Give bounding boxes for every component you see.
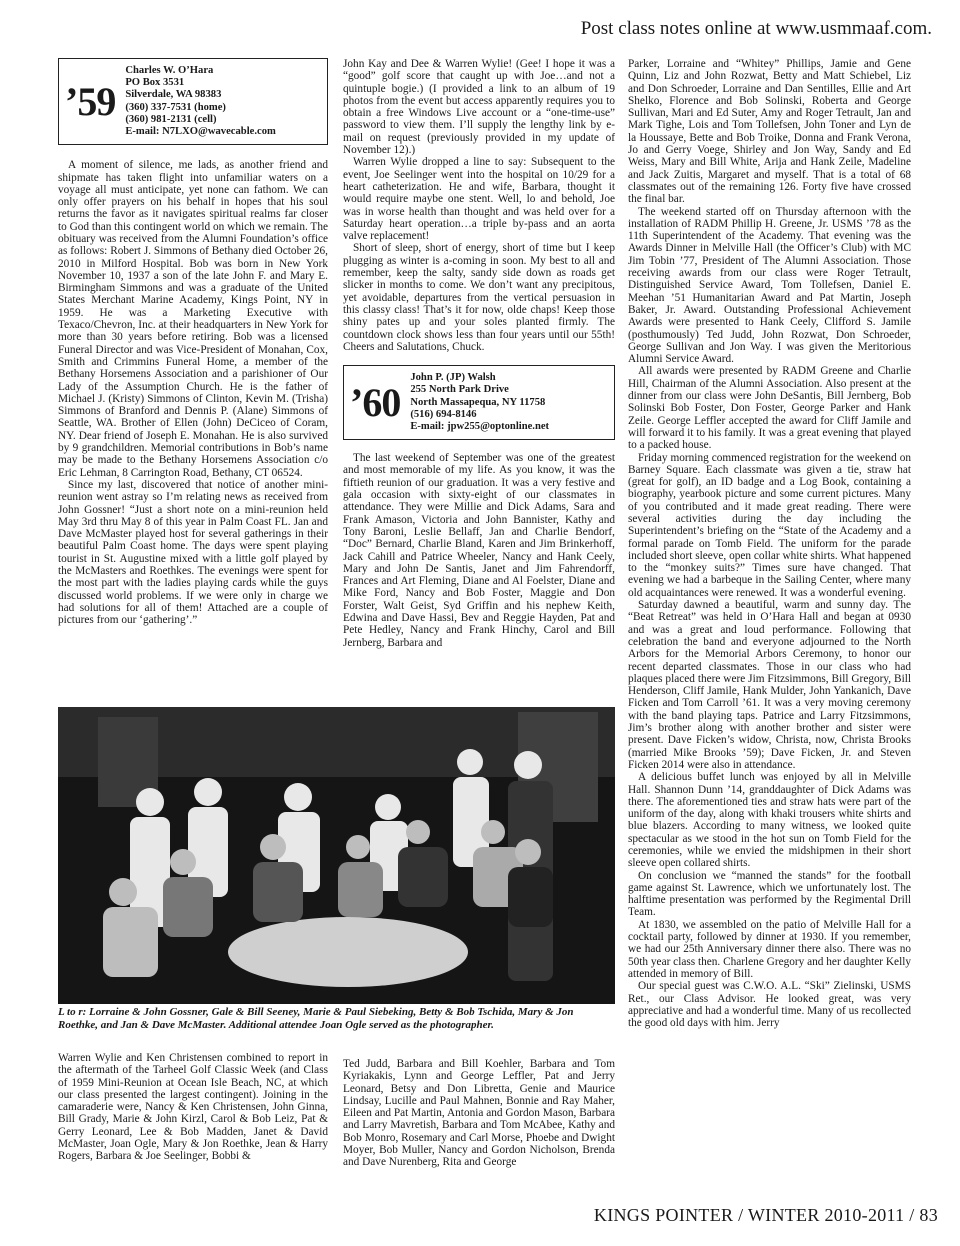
group-photo-image <box>58 707 615 1004</box>
paragraph: Warren Wylie dropped a line to say: Subsequent to the event, Joe Seelinger went into the hospital on 10/29 for a heart catheterization. He and wife, Barbara, thought it would require maybe one stent. Well, lo and behold, Joe was in worse health than thought and was held over for a Saturday heart operation…a triple by-pass and an aorta valve replacement! <box>343 156 615 243</box>
paragraph: On conclusion we “manned the stands” for the football game against St. Lawrence, which we unfortunately lost. The halftime presentation was performed by the Regimental Drill Team. <box>628 869 911 919</box>
class-secretary-address <box>125 65 276 138</box>
paragraph: Since my last, discovered that notice of another mini-reunion went astray so I’m relating news as received from John Gossner! “Just a short note on a mini-reunion held May 3rd thru May 8 of this year in Palm Coast FL. Jan and Dave McMaster played host for several gatherings in their beautiful Palm Coast home. The days were spent playing tourist in St. Augustine mixed with a little golf played by the McMasters and Roethkes. The evenings were spent for the most part with the ladies playing cards while the guys discussed world problems. If we were only in charge we had solutions for all of them! Attached are a couple of pictures from our ‘gathering’.” <box>58 478 328 627</box>
column-1 <box>58 58 328 627</box>
paragraph: The last weekend of September was one of the greatest and most memorable of my life. As you know, it was the fiftieth reunion of our graduation. It was a very festive and gala occasion with sixty-eight of our classmates in attendance. They were Millie and Dick Adams, Sara and Frank Amason, Victoria and John Bannister, Kathy and Tony Baroni, Leslie Bellaff, Jan and Charlie Bendorf, “Doc” Bernard, Charlie Bland, Karen and Jim Brinkerhoff, Jack Cahill and Patrice Wheeler, Nancy and Hank Ceely, Mary and John De Santis, Janet and Jim Fahrendorff, Frances and Art Fleming, Diane and Al Foelster, Diane and Mike Ford, Nancy and Bob Foster, Maggie and Don Forster, Walt Geist, Syd Griffin and his nephew Keith, Edwina and Dave Hassi, Bev and Reggie Hayden, Pat and Pete Hedley, Nancy and Frank Hinchy, Carol and Bill Jernberg, Barbara and <box>343 452 615 649</box>
class-60-box <box>343 365 615 440</box>
reunion-photo <box>58 707 615 1004</box>
header-url-note: Post class notes online at www.usmmaaf.com. <box>580 18 932 39</box>
paragraph: The weekend started off on Thursday afternoon with the installation of RADM Phillip H. Greene, Jr. USMS ’78 as the 11th Superintendent of the Academy. That evening was the Awards Dinner in Melville Hall (the Officer’s Club) with MC Jim Tobin ’77, President of The Alumni Association. Those receiving awards from our class were Roger Tetrault, Distinguished Service Award, Tom Tollefsen, Daniel E. Meehan ’51 Humanitarian Award and Pat Martin, Joseph Baker, Jr. Award. Outstanding Professional Achievement Awards were presented to Hank Ceely, Clifford S. Jamile (posthumously) Ted Judd, John Rozwat, Don Schroeder, George Sullivan and Jon Way. I was given the Meritorious Alumni Service Award. <box>628 205 911 366</box>
class-59-box <box>58 58 328 145</box>
address-line: 255 North Park Drive <box>410 384 509 396</box>
bottom-left-text <box>58 1052 328 1163</box>
secretary-name: John P. (JP) Walsh <box>410 372 496 384</box>
email: E-mail: N7LXO@wavecable.com <box>125 126 276 138</box>
paragraph: All awards were presented by RADM Greene and Charlie Hill, Chairman of the Alumni Association. Also present at the dinner from our class were John DeSantis, Bill Jernberg, Bob Solinski Bob Foster, Don Foster, George Parker and Hank Zeile. George Leffler accepted the award for Cliff Jamile and will forward it to his family. It was a great evening that played to a packed house. <box>628 365 911 452</box>
phone: (516) 694-8146 <box>410 408 477 420</box>
address-line: PO Box 3531 <box>125 77 185 89</box>
paragraph: At 1830, we assembled on the patio of Melville Hall for a cocktail party, followed by dinner at 1930. If you remember, we had our 25th Anniversary dinner there also. There was no 50th year class then. Charlene Gregory and her daughter Kelly attended in memory of Bill. <box>628 918 911 980</box>
paragraph: John Kay and Dee & Warren Wylie! (Gee! I hope it was a “good” golf score that caught up with Joe…and not a quintuple bogie.) (I provided a link to an album of 19 photos from the event but access apparently requires you to obtain a free Windows Live account or a “one-time-use” password to view them. I’ll supply the lengthy link by e-mail on request (previously provided in my update of November 12).) <box>343 58 615 157</box>
phone-cell: (360) 981-2131 (cell) <box>125 113 217 125</box>
paragraph: Saturday dawned a beautiful, warm and sunny day. The “Beat Retreat” was held in O’Hara Hall and began at 0930 and was a great and loud performance. Following that celebration the band and everyone adjourned to the North Arbors for the Memorial Arbors Ceremony, to honor our recent departed classmates. Those in our class who had plaques placed there were Jim Fitzsimmons, Bill Gregory, Bill Henderson, Cliff Jamile, Hank Mulder, John Yankanich, Dave Ficken and Tom Carroll ’61. It was a very moving ceremony with the band playing taps. Patrice and Larry Fitzsimmons, Jim’s brother along with another brother and sister were present. Dave Ficken’s widow, Christa, now, Christa Brooks (married Mike Brooks ’59); Dave Ficken, Jr. and Steven Ficken 2014 were also in attendance. <box>628 599 911 771</box>
email: E-mail: jpw255@optonline.net <box>410 420 550 432</box>
paragraph: A delicious buffet lunch was enjoyed by all in Melville Hall. Shannon Dunn ’14, granddaughter of Dick Adams was there. The aforementioned ties and straw hats were part of the uniform of the day, along with khaki trousers white shirts and blue blazers. According to many witness, we looked quite spectacular as we stood in the hot sun on Tomb Field for the ceremonies, while we envied the midshipmen in their short sleeve open collared shirts. <box>628 771 911 870</box>
column-3 <box>628 58 911 1029</box>
paragraph: Our special guest was C.W.O. A.L. “Ski” Zielinski, USMS Ret., our Class Advisor. He looked great, was very appreciative and had a wonderful time. Many of us recollected the good old days with him. Jerry <box>628 980 911 1030</box>
address-line: North Massapequa, NY 11758 <box>410 396 546 408</box>
secretary-name: Charles W. O’Hara <box>125 65 214 76</box>
paragraph: Friday morning commenced registration for the weekend on Barney Square. Each classmate was given a tie, straw hat (great for golf), an ID badge and a Log Book, containing a biography, yearbook picture and some current pictures. Many of you contributed and it made great reading. There were several activities during the day including the Superintendent’s briefing on the “State of the Academy and a formal parade on Tomb Field. The uniform for the parade included short sleeve, open collar white shirts. What happened to the “monkey suits?” Times sure have changed. That evening we had a barbeque in the Sailing Center, where many old acquaintances were renewed. It was a wonderful evening. <box>628 451 911 599</box>
bottom-right-text <box>343 1058 615 1169</box>
address-line: Silverdale, WA 98383 <box>125 89 222 101</box>
paragraph: Warren Wylie and Ken Christensen combined to report in the aftermath of the Tarheel Golf Classic Week (and Class of 1959 Mini-Reunion at Ocean Isle Beach, NC, at which our class presented the largest contingent). Joining in the camaraderie were, Nancy & Ken Christensen, John Ginna, Bill Grady, Marie & John Kirzl, Carol & Bob Leiz, Pat & Gerry Leonard, Lee & Bob Madden, Janet & David McMaster, Joan Ogle, Mary & Jon Roethke, Jean & Harry Rogers, Barbara & Joe Seelinger, Bobbi & <box>58 1052 328 1163</box>
page-footer: KINGS POINTER / WINTER 2010-2011 / 83 <box>593 1205 938 1225</box>
column-2 <box>343 58 615 649</box>
photo-caption: L to r: Lorraine & John Gossner, Gale & Bill Seeney, Marie & Paul Siebeking, Betty & Bob Tschida, Mary & Jon Roethke, and Jan & Dave McMaster. Additional attendee Joan Ogle served as the photographer. <box>58 1006 574 1031</box>
class-year: ’60 <box>350 379 401 425</box>
paragraph: Parker, Lorraine and “Whitey” Phillips, Jamie and Gene Quinn, Liz and John Rozwat, Betty and Matt Schiebel, Liz and Don Schroeder, Lorraine and Dan Sentilles, Ellie and Art Shelko, Florence and Bob Solinski, Roberta and George Sullivan, Mari and Ed Suter, Amy and Roger Tetrault, Jan and Mark Tighe, Lois and Tom Tollefsen, John Toner and Lyn de la Houssaye, Bette and Bob Troike, Donna and Frank Verona, Jo and Gerry Voege, Shirley and Jon Way, Sandy and Ed Weiss, Mary and Bill White, Arija and Hank Zeile, Madeline and Jack Zuitis, Margaret and myself. That is a total of 68 classmates out of the remaining 126. Forty five have crossed the final bar. <box>628 58 911 206</box>
paragraph: A moment of silence, me lads, as another friend and shipmate has taken flight into unfamiliar waters on a voyage all must anticipate, yet none can fathom. We can only offer prayers on his behalf in hopes that his soul returns the favor as it navigates spiritual realms far closer to God than this contingent world on which we remain. The obituary was received from the Alumni Foundation’s office as follows: Robert J. Simmons of Bethany died October 26, 2010 in Milford Hospital. Bob was born in New York November 10, 1937 a son of the late John F. and Mary E. Birmingham Simmons and was a graduate of the United States Merchant Marine Academy, Kings Point, NY in 1959. He was a Marketing Executive with Texaco/Chevron, Inc. at their headquarters in New York for more than 30 years before retiring. Bob was a licensed Funeral Director and was Vice-President of Monahan, Cox, Smith and Crimmins Funeral Home, a member of the Bethany Horsemens Association and a parishioner of Our Lady of the Assumption Church. He is the father of Michael J. (Kristy) Simmons of Clinton, Kevin M. (Trisha) Simmons of Branford and Dennis P. (Alane) Simmons of Seattle, WA. Brother of Ellen (John) DeCiceo of Coram, NY. Dear friend of Joseph E. Monahan. He is also survived by 9 grandchildren. Memorial contributions in Bob’s name may be made to the Bethany Horsemens Association c/o Eric Lehman, 8 Carrington Road, Bethany, CT 06524. <box>58 159 328 479</box>
phone-home: (360) 337-7531 (home) <box>125 101 226 113</box>
class-secretary-address <box>410 372 549 433</box>
class-year: ’59 <box>65 78 116 124</box>
paragraph: Ted Judd, Barbara and Bill Koehler, Barbara and Tom Kyriakakis, Lynn and George Leffler, Pat and Jerry Leonard, Betsy and Don Libretta, Genie and Maurice Lindsay, Lucille and Paul Mahnen, Bonnie and Ray Maher, Eileen and Pat Martin, Antonia and Gordon Mason, Barbara and Larry Mavretish, Barbara and Tom McAbee, Kathy and Bob Monro, Rosemary and Carl Morse, Phoebe and Dwight Moyer, Bob Muller, Nancy and Gordon Nicholson, Brenda and Dave Nurenberg, Rita and George <box>343 1058 615 1169</box>
paragraph: Short of sleep, short of energy, short of time but I keep plugging as winter is a-coming in soon. My best to all and remember, keep the salty, sandy side down as roads get slicker in months to come. We don’t want any precipitous, yet avoidable, departures from the vertical persuasion in this classy class! That’s it for now, olde chaps! Keep those shiny pates up and your soles planted firmly. The countdown clock shows less than four years until our 55th! Cheers and Salutations, Chuck. <box>343 242 615 353</box>
